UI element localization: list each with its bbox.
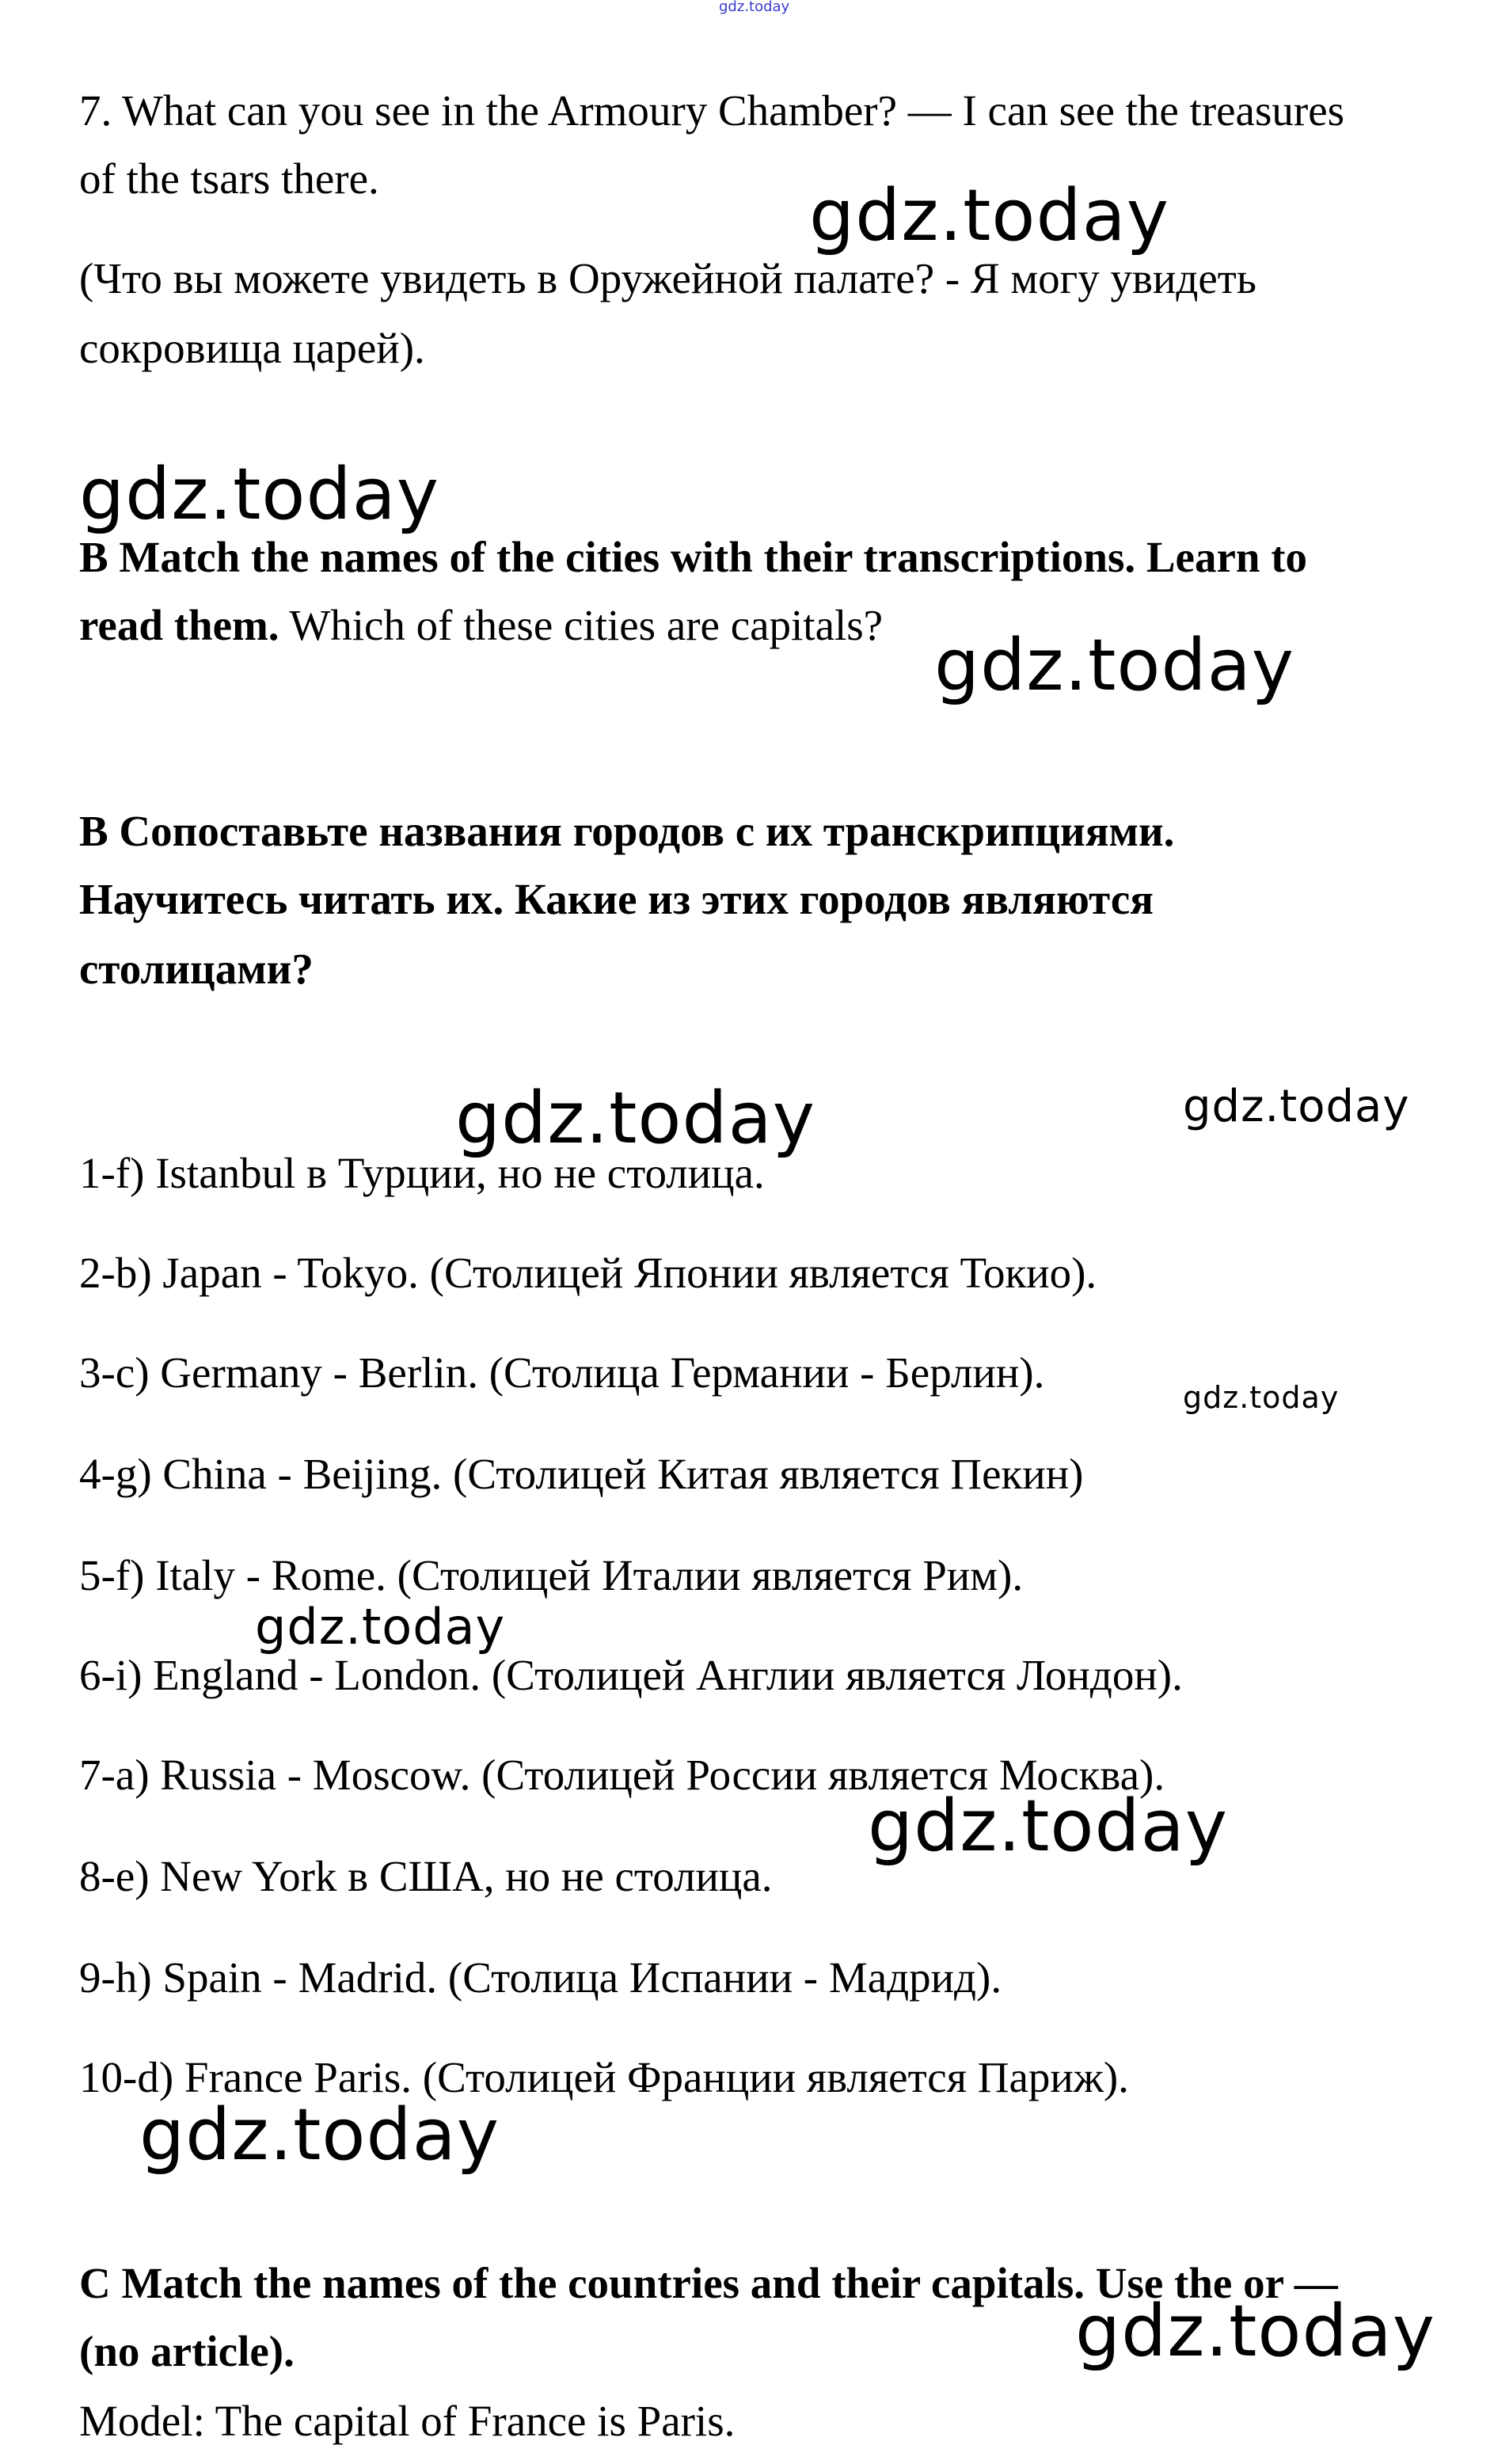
exercise-b-ru-line3: столицами?: [79, 945, 314, 993]
answer-3: 3-c) Germany - Berlin. (Столица Германии - Берлин).: [79, 1348, 1045, 1397]
answer-5: 5-f) Italy - Rome. (Столицей Италии является Рим).: [79, 1551, 1024, 1599]
exercise-b-en-line2: [79, 603, 883, 647]
exercise-b-ru-line1: В Сопоставьте названия городов с их транскрипциями.: [79, 807, 1175, 855]
exercise-b-en-line1: B Match the names of the cities with their transcriptions. Learn to: [79, 533, 1308, 581]
watermark: gdz.today: [868, 1785, 1229, 1868]
answer-7: 7-a) Russia - Moscow. (Столицей России является Москва).: [79, 1751, 1165, 1799]
header-watermark: gdz.today: [719, 0, 790, 15]
answer-2: 2-b) Japan - Tokyo. (Столицей Японии является Токио).: [79, 1249, 1097, 1297]
exercise-c-model: Model: The capital of France is Paris.: [79, 2397, 736, 2445]
item7-en-line1: 7. What can you see in the Armoury Chamber? — I can see the treasures: [79, 86, 1345, 135]
answer-6: 6-i) England - London. (Столицей Англии является Лондон).: [79, 1651, 1183, 1699]
watermark: gdz.today: [1183, 1380, 1340, 1415]
watermark: gdz.today: [79, 453, 440, 536]
watermark: gdz.today: [809, 174, 1170, 257]
answer-10: 10-d) France Paris. (Столицей Франции является Париж).: [79, 2053, 1129, 2101]
exercise-c-line1: C Match the names of the countries and their capitals. Use the or —: [79, 2259, 1338, 2307]
watermark: gdz.today: [455, 1077, 816, 1160]
answer-1: 1-f) Istanbul в Турции, но не столица.: [79, 1149, 765, 1197]
exercise-b-en-line2-bold: read them.: [79, 601, 279, 649]
item7-ru-line2: сокровища царей).: [79, 324, 425, 372]
exercise-b-en-line2-rest: Which of these cities are capitals?: [279, 601, 884, 649]
exercise-b-ru-line2: Научитесь читать их. Какие из этих городов являются: [79, 875, 1154, 923]
watermark: gdz.today: [255, 1598, 506, 1656]
exercise-c-line2: (no article).: [79, 2327, 295, 2375]
item7-ru-line1: (Что вы можете увидеть в Оружейной палате? - Я могу увидеть: [79, 254, 1256, 302]
answer-9: 9-h) Spain - Madrid. (Столица Испании - Мадрид).: [79, 1953, 1002, 2002]
answer-8: 8-e) New York в США, но не столица.: [79, 1852, 773, 1900]
item7-en-line2: of the tsars there.: [79, 154, 379, 203]
answer-4: 4-g) China - Beijing. (Столицей Китая является Пекин): [79, 1450, 1084, 1498]
watermark: gdz.today: [1183, 1081, 1410, 1132]
watermark: gdz.today: [934, 624, 1295, 707]
watermark: gdz.today: [139, 2093, 500, 2177]
watermark: gdz.today: [1075, 2290, 1436, 2373]
